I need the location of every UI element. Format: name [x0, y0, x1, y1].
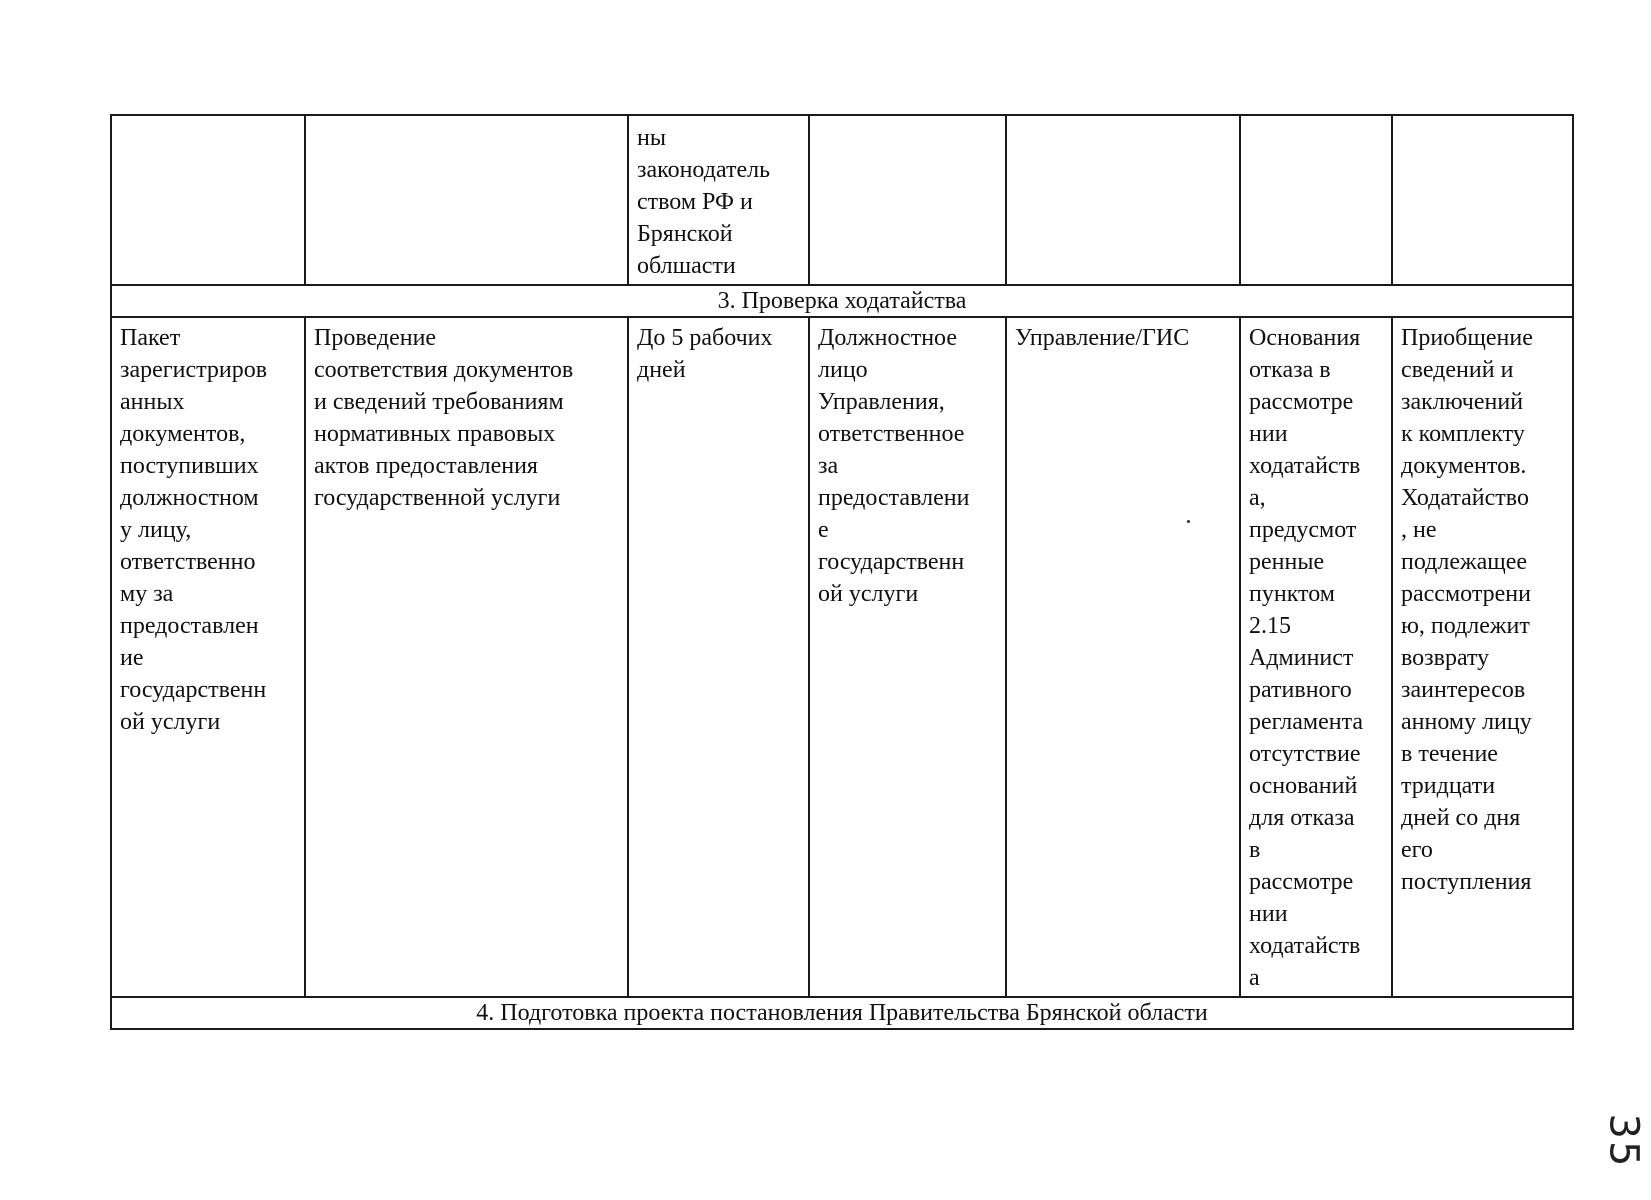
- table-cell: [1006, 115, 1240, 285]
- section-4-title: 4. Подготовка проекта постановления Правительства Брянской области: [111, 997, 1573, 1029]
- page-number: 35: [1600, 1113, 1647, 1169]
- table-cell-criteria: [1240, 317, 1392, 997]
- cell-text: ны законодатель ством РФ и Брянской облшасти: [637, 125, 771, 279]
- cell-text: Пакет зарегистриров анных документов, поступивших должностном у лицу, ответственно му за предоставлен ие государственн ой услуги: [120, 325, 268, 735]
- section-header-row: [111, 997, 1573, 1029]
- table-cell-result: [1392, 317, 1573, 997]
- cell-text: Управление/ГИС: [1015, 325, 1190, 351]
- table-cell: [305, 115, 628, 285]
- table-cell-input: [111, 317, 305, 997]
- table-row-verification: [111, 317, 1573, 997]
- table-cell-action: [305, 317, 628, 997]
- table-cell: [1240, 115, 1392, 285]
- cell-text: Проведение соответствия документов и сведений требованиям нормативных правовых актов предоставления государственной услуги: [314, 325, 574, 511]
- table-cell: [1392, 115, 1573, 285]
- table-cell-legislation-continuation: [628, 115, 809, 285]
- section-header-row: [111, 285, 1573, 317]
- table-cell: [809, 115, 1006, 285]
- cell-text: Приобщение сведений и заключений к комплекту документов. Ходатайство , не подлежащее рассмотрени ю, подлежит возврату заинтересов анному лицу в течение тридцати дней со дня его поступления: [1401, 325, 1533, 895]
- table-row-continuation: [111, 115, 1573, 285]
- cell-text: Основания отказа в рассмотре нии ходатайств а, предусмот ренные пунктом 2.15 Админист ративного регламента отсутствие оснований для отказа в рассмотре нии ходатайств а: [1249, 325, 1364, 991]
- cell-text: Должностное лицо Управления, ответственное за предоставлени е государственн ой услуги: [818, 325, 970, 607]
- table-cell-duration: [628, 317, 809, 997]
- procedure-table: [110, 114, 1574, 1030]
- table-cell-responsible: [809, 317, 1006, 997]
- scan-speck: [1187, 520, 1190, 523]
- cell-text: До 5 рабочих дней: [637, 325, 773, 383]
- table-cell-resource: [1006, 317, 1240, 997]
- section-3-title: 3. Проверка ходатайства: [111, 285, 1573, 317]
- table-cell: [111, 115, 305, 285]
